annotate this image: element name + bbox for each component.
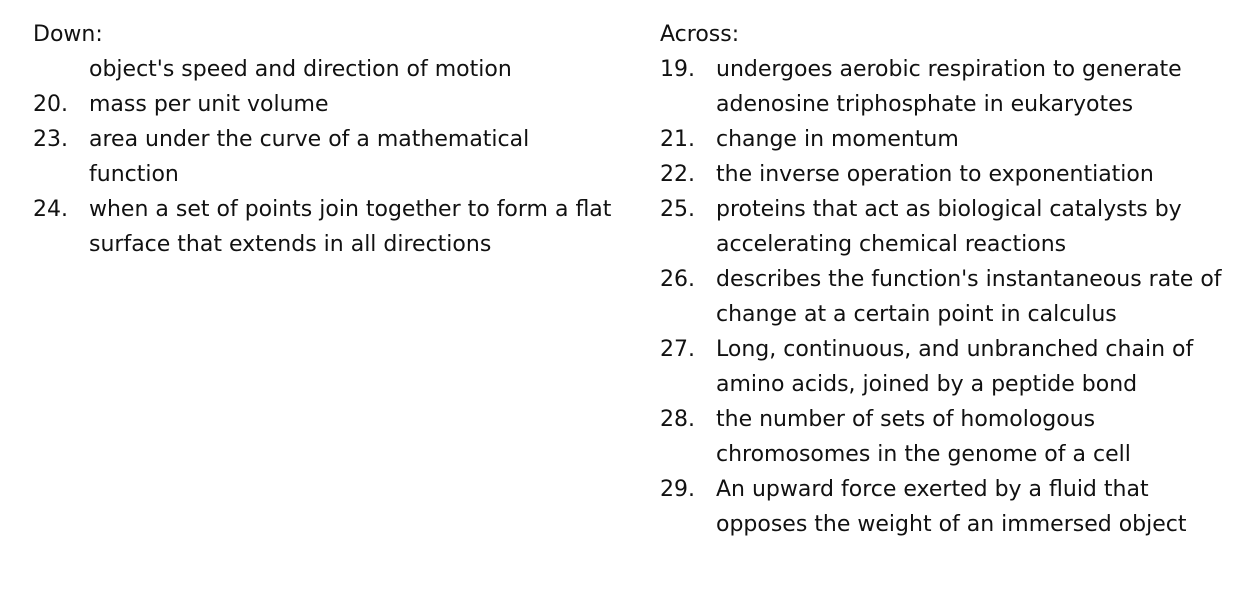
down-clue — [33, 52, 613, 87]
clue-text: when a set of points join together to form a flat surface that extends in all directions — [89, 197, 612, 257]
across-clue — [660, 122, 1240, 157]
across-clue — [660, 52, 1240, 122]
down-heading: Down: — [33, 22, 103, 47]
clue-number: 23. — [33, 127, 68, 152]
clue-number: 24. — [33, 197, 68, 222]
across-clue — [660, 262, 1240, 332]
down-clues-column — [33, 17, 613, 262]
clue-number: 26. — [660, 267, 695, 292]
down-clue — [33, 87, 613, 122]
clue-number: 28. — [660, 407, 695, 432]
clue-text: undergoes aerobic respiration to generate adenosine triphosphate in eukaryotes — [716, 57, 1182, 117]
clue-number: 25. — [660, 197, 695, 222]
clue-number: 29. — [660, 477, 695, 502]
clue-text: mass per unit volume — [89, 92, 329, 117]
clue-number: 19. — [660, 57, 695, 82]
down-clue — [33, 122, 613, 192]
across-clues-column — [660, 17, 1240, 542]
clue-text: describes the function's instantaneous rate of change at a certain point in calculus — [716, 267, 1222, 327]
clue-text: object's speed and direction of motion — [89, 57, 512, 82]
across-clue — [660, 192, 1240, 262]
across-clue — [660, 402, 1240, 472]
clue-text: the inverse operation to exponentiation — [716, 162, 1154, 187]
across-heading: Across: — [660, 22, 740, 47]
clue-text: the number of sets of homologous chromosomes in the genome of a cell — [716, 407, 1131, 467]
clue-number: 22. — [660, 162, 695, 187]
clue-number: 20. — [33, 92, 68, 117]
clue-text: Long, continuous, and unbranched chain of amino acids, joined by a peptide bond — [716, 337, 1194, 397]
across-clue — [660, 472, 1240, 542]
clue-text: An upward force exerted by a fluid that opposes the weight of an immersed object — [716, 477, 1187, 537]
down-clue — [33, 192, 613, 262]
clue-number: 27. — [660, 337, 695, 362]
across-clue — [660, 157, 1240, 192]
across-clue — [660, 332, 1240, 402]
clue-number: 21. — [660, 127, 695, 152]
clue-text: change in momentum — [716, 127, 959, 152]
clue-text: proteins that act as biological catalysts by accelerating chemical reactions — [716, 197, 1182, 257]
clue-text: area under the curve of a mathematical function — [89, 127, 530, 187]
